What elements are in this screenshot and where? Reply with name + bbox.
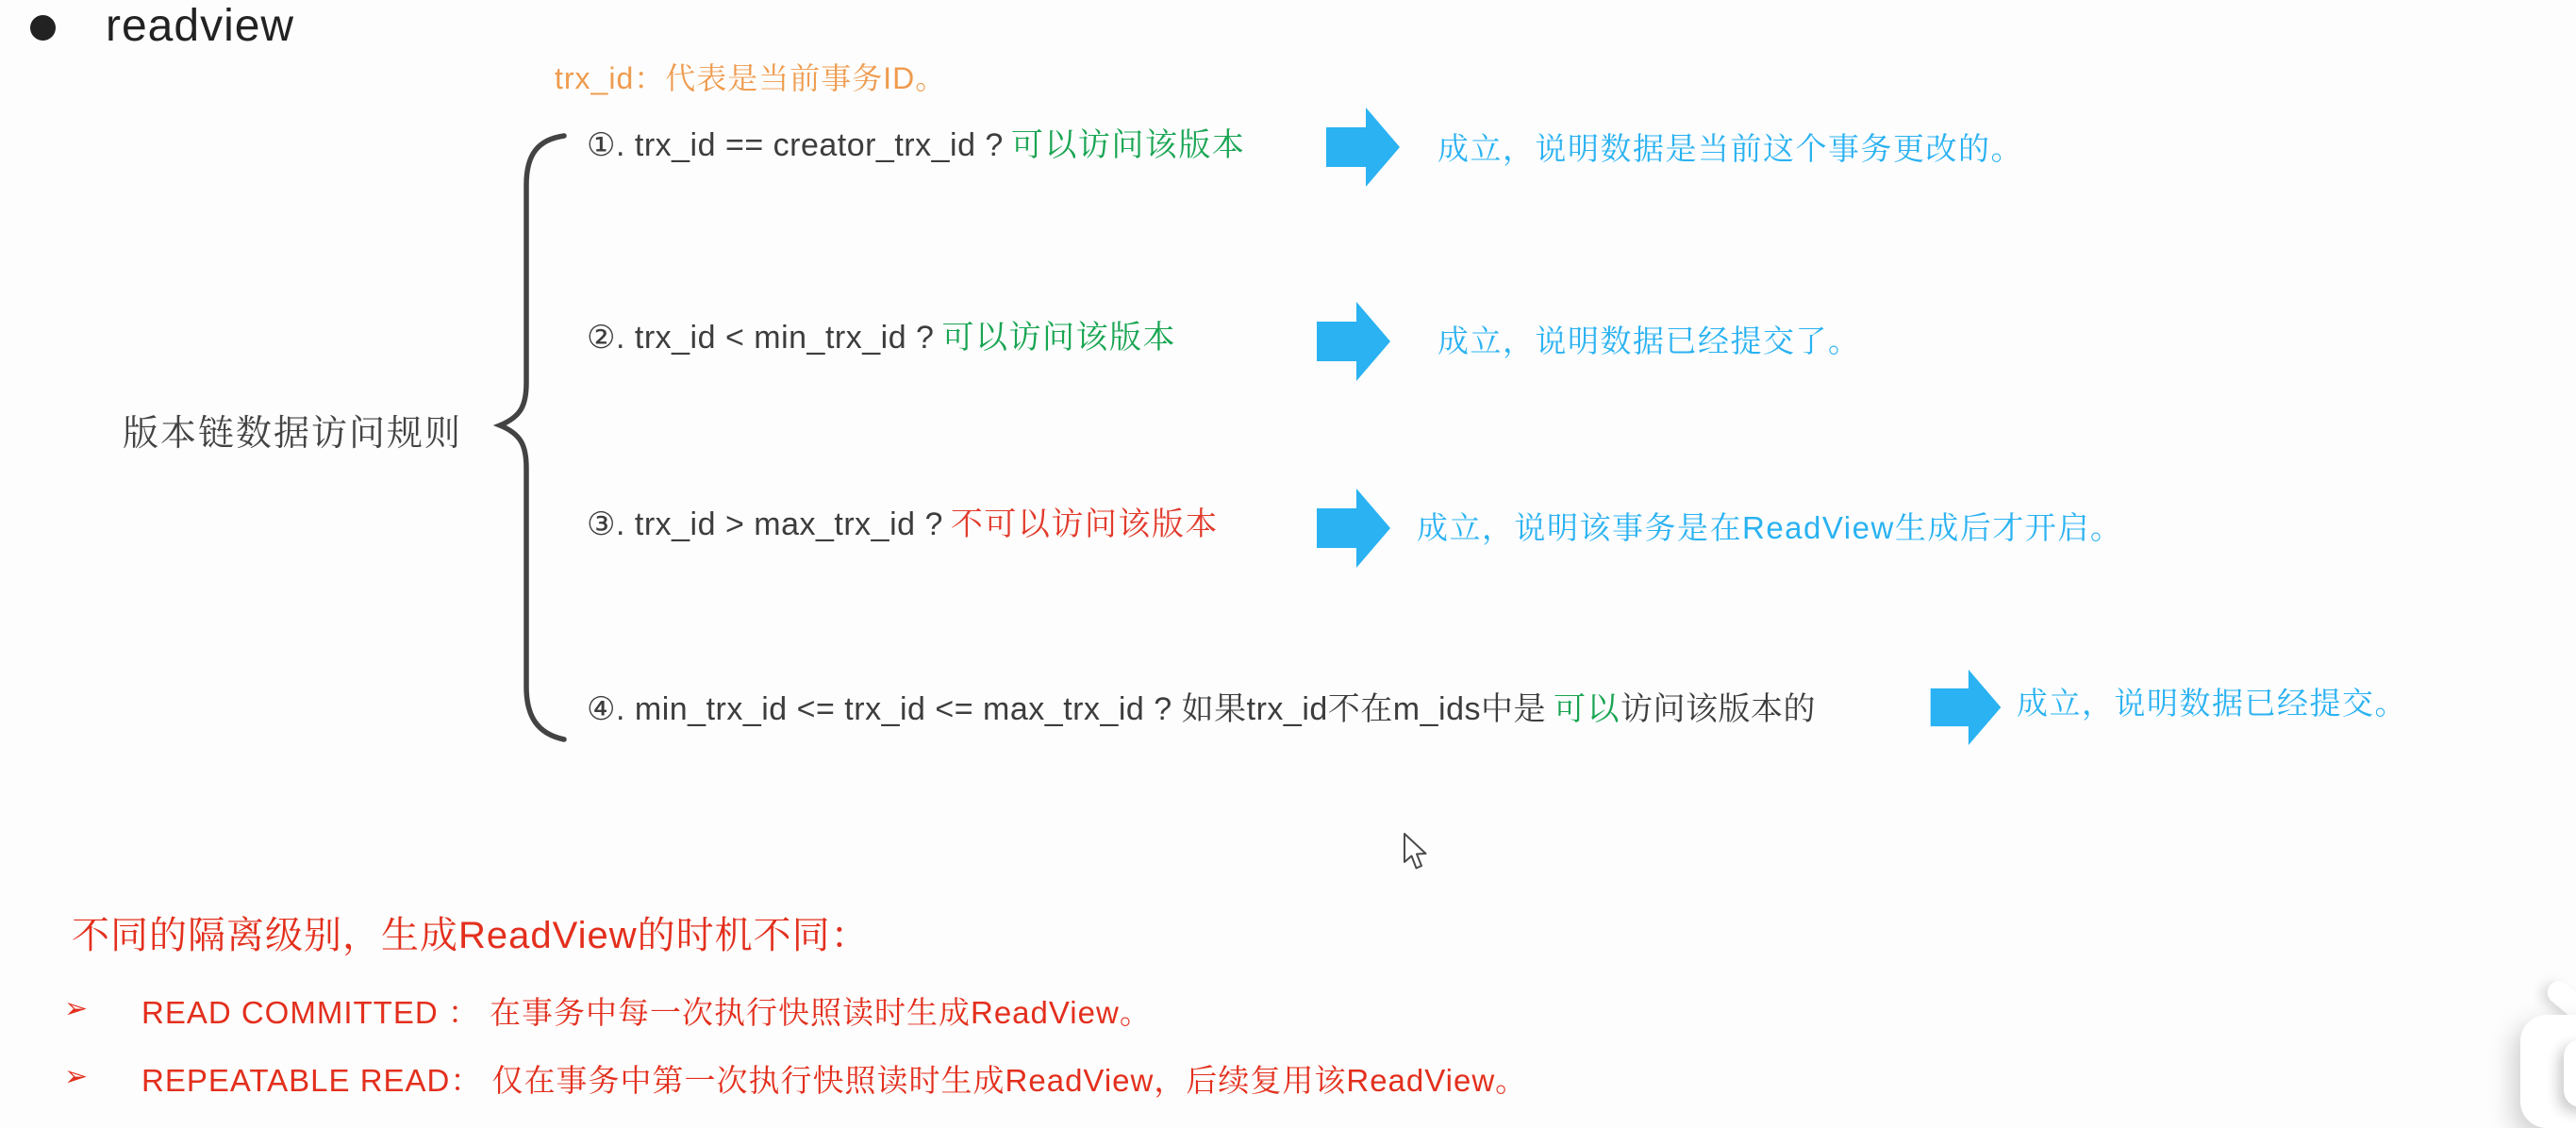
rule-1-condition [587, 119, 1245, 165]
mouse-cursor-icon [1402, 832, 1430, 871]
rule-2-condition [587, 311, 1176, 357]
isolation-item-repeatable-read: REPEATABLE READ： 仅在事务中第一次执行快照读时生成ReadView，后续复用该ReadView。 [141, 1063, 1528, 1098]
bullet-icon [30, 15, 56, 41]
rule-3-condition [587, 498, 1219, 544]
rule-2-condition-text: ②. trx_id < min_trx_id ? [587, 320, 935, 356]
rule-4-verdict: 可以 [1553, 691, 1620, 727]
right-arrow-icon [1317, 485, 1390, 572]
rule-2-verdict: 可以访问该版本 [941, 320, 1176, 356]
right-arrow-icon [1930, 666, 2002, 749]
isolation-item-read-committed: READ COMMITTED ： 在事务中每一次执行快照读时生成ReadView。 [141, 995, 1152, 1030]
screenshot-widget-lens[interactable] [2564, 1039, 2576, 1107]
rule-1-condition-text: ①. trx_id == creator_trx_id ? [587, 127, 1004, 163]
rule-3-verdict: 不可以访问该版本 [950, 506, 1219, 542]
rule-1-verdict: 可以访问该版本 [1010, 127, 1246, 163]
list-arrow-icon: ➢ [64, 993, 89, 1024]
brace-label: 版本链数据访问规则 [123, 414, 463, 454]
right-arrow-icon [1317, 298, 1390, 385]
rule-4-condition-text: ④. min_trx_id <= trx_id <= max_trx_id ? 如果trx_id不在m_ids中是 [587, 691, 1546, 727]
rule-4-suffix: 访问该版本的 [1620, 691, 1816, 727]
curly-brace [489, 130, 573, 745]
rule-3-condition-text: ③. trx_id > max_trx_id ? [587, 506, 943, 542]
isolation-heading: 不同的隔离级别，生成ReadView的时机不同： [72, 915, 870, 956]
rule-4-result: 成立，说明数据已经提交。 [2017, 686, 2407, 721]
rule-2-result: 成立，说明数据已经提交了。 [1438, 323, 1861, 358]
right-arrow-icon [1326, 104, 1400, 191]
rule-4-condition [587, 683, 1816, 729]
page-title: readview [106, 1, 295, 51]
rule-3-result: 成立，说明该事务是在ReadView生成后才开启。 [1417, 510, 2123, 545]
list-arrow-icon: ➢ [64, 1061, 89, 1092]
rule-1-result: 成立，说明数据是当前这个事务更改的。 [1438, 131, 2023, 166]
trx-id-note: trx_id：代表是当前事务ID。 [555, 61, 947, 95]
